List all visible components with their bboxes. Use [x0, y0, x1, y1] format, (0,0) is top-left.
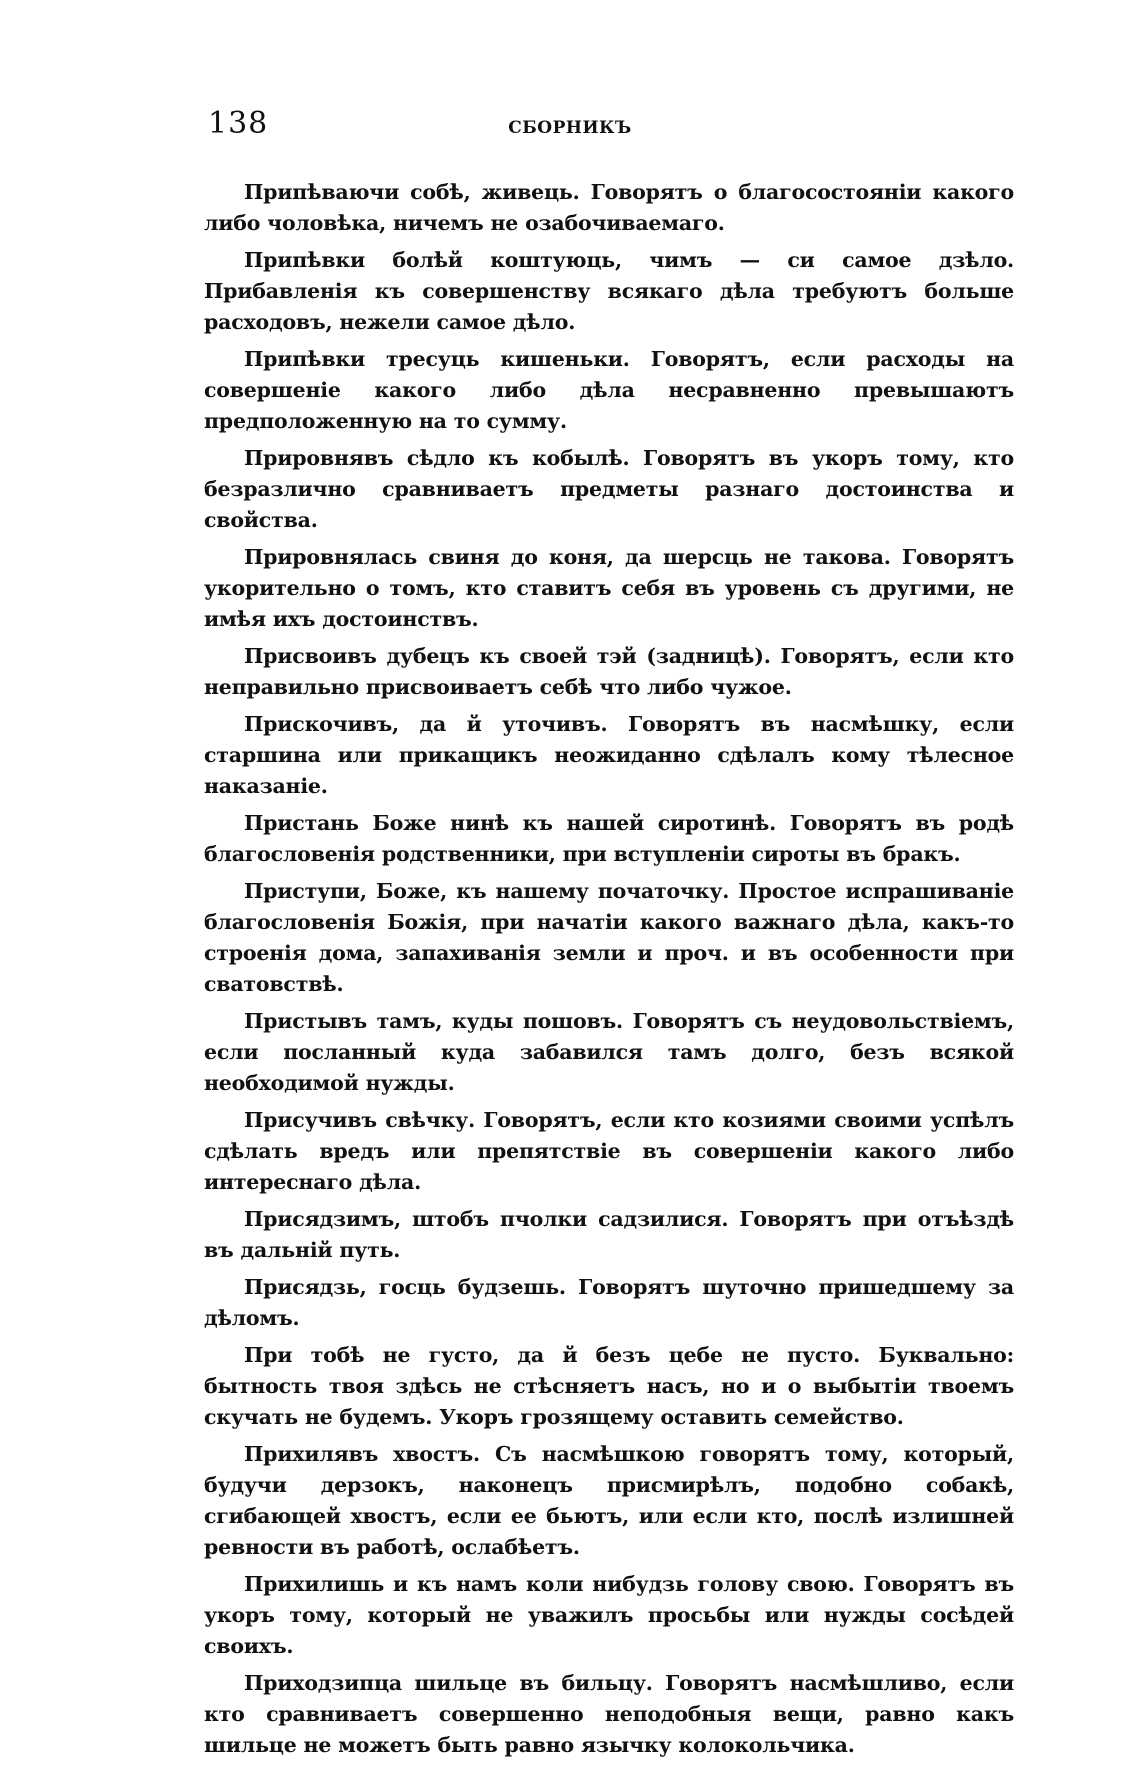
- proverb-entry: Припѣвки болѣй коштуюць, чимъ — си самое дзѣло. Прибавленія къ совершенству всякаго дѣла требуютъ больше расходовъ, нежели самое дѣло.: [204, 248, 1014, 334]
- proverb-entry: Присядзимъ, штобъ пчолки садзилися. Говорятъ при отъѣздѣ въ дальній путь.: [204, 1207, 1014, 1262]
- proverb-entry: Припѣваючи собѣ, живець. Говорятъ о благосостояніи какого либо чоловѣка, ничемъ не озабочиваемаго.: [204, 180, 1014, 235]
- page-body: [204, 177, 1014, 1767]
- proverb-entry: Присвоивъ дубецъ къ своей тэй (задницѣ). Говорятъ, если кто неправильно присвоиваетъ себѣ что либо чужое.: [204, 644, 1014, 699]
- proverb-entry: Приходзипца шильце въ бильцу. Говорятъ насмѣшливо, если кто сравниваетъ совершенно неподобныя вещи, равно какъ шильце не можетъ быть равно язычку колокольчика.: [204, 1671, 1014, 1757]
- proverb-entry: Пристань Боже нинѣ къ нашей сиротинѣ. Говорятъ въ родѣ благословенія родственники, при вступленіи сироты въ бракъ.: [204, 811, 1014, 866]
- proverb-entry: Прихилишь и къ намъ коли нибудзь голову свою. Говорятъ въ укоръ тому, который не уважилъ просьбы или нужды сосѣдей своихъ.: [204, 1572, 1014, 1658]
- proverb-entry: Прискочивъ, да й уточивъ. Говорятъ въ насмѣшку, если старшина или прикащикъ неожиданно сдѣлалъ кому тѣлесное наказаніе.: [204, 712, 1014, 798]
- proverb-entry: Припѣвки тресуць кишеньки. Говорятъ, если расходы на совершеніе какого либо дѣла несравненно превышаютъ предположенную на то сумму.: [204, 347, 1014, 433]
- proverb-entry: Присядзь, госць будзешь. Говорятъ шуточно пришедшему за дѣломъ.: [204, 1275, 1014, 1330]
- proverb-entry: При тобѣ не густо, да й безъ цебе не пусто. Буквально: бытность твоя здѣсь не стѣсняетъ насъ, но и о выбытіи твоемъ скучать не будемъ. Укоръ грозящему оставить семейство.: [204, 1343, 1014, 1429]
- proverb-entry: Прихилявъ хвостъ. Съ насмѣшкою говорятъ тому, который, будучи дерзокъ, наконецъ присмирѣлъ, подобно собакѣ, сгибающей хвостъ, если ее бьютъ, или если кто, послѣ излишней ревности въ работѣ, ослабѣетъ.: [204, 1442, 1014, 1559]
- proverb-entry: Прировнялась свиня до коня, да шерсць не такова. Говорятъ укорительно о томъ, кто ставитъ себя въ уровень съ другими, не имѣя ихъ достоинствъ.: [204, 545, 1014, 631]
- proverb-entry: Присучивъ свѣчку. Говорятъ, если кто козиями своими успѣлъ сдѣлать вредъ или препятствіе въ совершеніи какого либо интереснаго дѣла.: [204, 1108, 1014, 1194]
- proverb-entry: Пристывъ тамъ, куды пошовъ. Говорятъ съ неудовольствіемъ, если посланный куда забавился тамъ долго, безъ всякой необходимой нужды.: [204, 1009, 1014, 1095]
- proverb-entry: Приступи, Боже, къ нашему початочку. Простое испрашиваніе благословенія Божія, при начатіи какого важнаго дѣла, какъ-то строенія дома, запахиванія земли и проч. и въ особенности при сватовствѣ.: [204, 879, 1014, 996]
- running-title: СБОРНИКЪ: [508, 118, 632, 138]
- proverb-entry: Прировнявъ сѣдло къ кобылѣ. Говорятъ въ укоръ тому, кто безразлично сравниваетъ предметы разнаго достоинства и свойства.: [204, 446, 1014, 532]
- page-number: 138: [208, 106, 269, 141]
